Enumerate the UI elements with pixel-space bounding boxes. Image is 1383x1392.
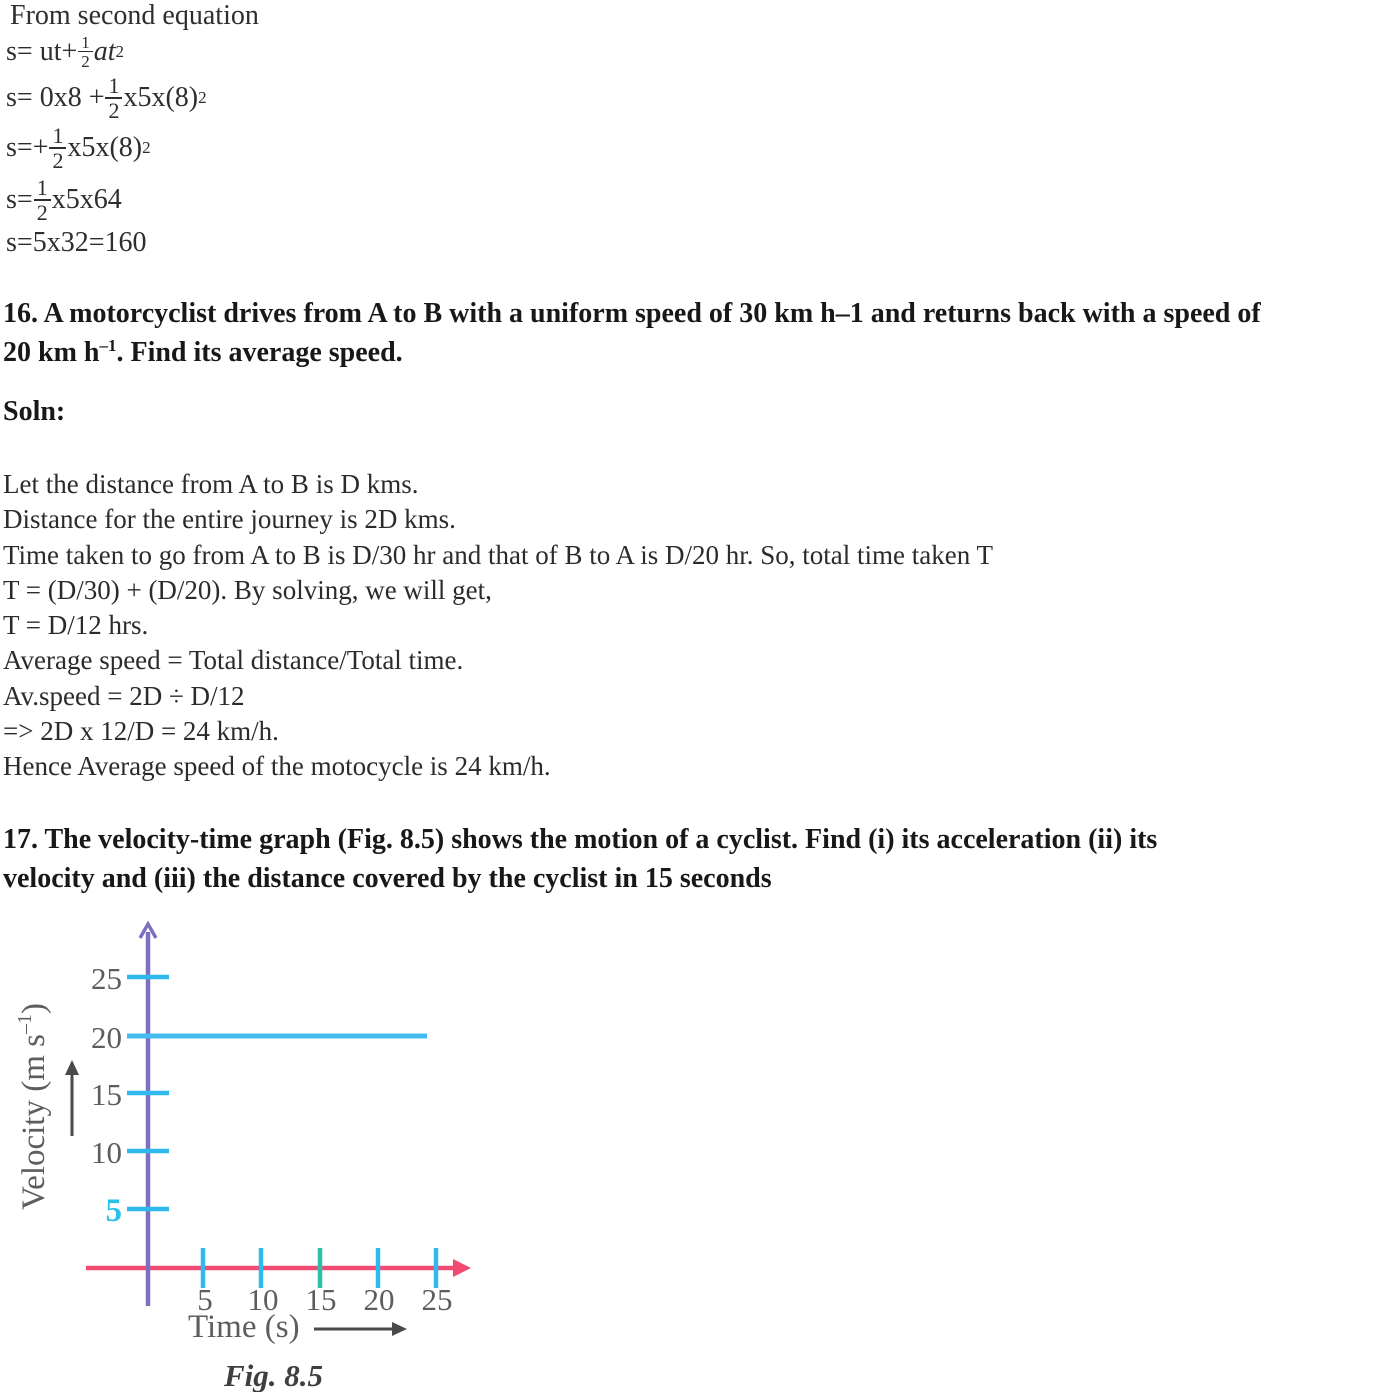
q16-line2-post: . Find its average speed.: [116, 337, 403, 368]
eq1-variable: at: [93, 36, 116, 67]
eq4-denominator: 2: [36, 199, 48, 225]
eq3-numerator: 1: [49, 125, 66, 149]
solution-line: Av.speed = 2D ÷ D/12: [3, 680, 245, 711]
eq2-post: x5x(8): [123, 82, 199, 113]
eq3-post: x5x(8): [67, 132, 143, 163]
eq4-numerator: 1: [34, 177, 51, 201]
eq1-pre: s= ut+: [6, 36, 78, 67]
equation-intro: [6, 1, 259, 31]
x-tick-label-25: 25: [421, 1282, 453, 1317]
eq2-fraction: [105, 72, 122, 123]
eq3-pre: s=+: [6, 132, 49, 163]
eq2-denominator: 2: [108, 97, 120, 123]
question-17-heading: [3, 820, 1383, 898]
figure-caption: Fig. 8.5: [224, 1358, 324, 1392]
question-16-line-1: 16. A motorcyclist drives from A to B with a uniform speed of 30 km h–1 and returns back with a speed of: [3, 298, 1261, 329]
solution-line: => 2D x 12/D = 24 km/h.: [3, 716, 279, 747]
solution-line: Distance for the entire journey is 2D kms.: [3, 504, 456, 535]
eq3-denominator: 2: [52, 147, 64, 173]
solution-line: T = (D/30) + (D/20). By solving, we will get,: [3, 574, 492, 605]
eq1-numerator: 1: [78, 34, 93, 52]
eq4-post: x5x64: [51, 184, 122, 215]
y-tick-label-15: 15: [91, 1077, 122, 1112]
x-tick-label-15: 15: [305, 1282, 337, 1317]
equation-line-2: s= 0x8 + $\frac{1}{2}$ x5x(8) 2: [6, 72, 207, 123]
y-axis-title-pre: Velocity (m s: [16, 1034, 52, 1210]
x-tick-label-10: 10: [247, 1282, 279, 1317]
question-17-line-1: 17. The velocity-time graph (Fig. 8.5) shows the motion of a cyclist. Find (i) its acceleration (ii) its: [3, 824, 1158, 855]
equation-block: [6, 1, 259, 259]
solution-line: Average speed = Total distance/Total time.: [3, 645, 464, 676]
velocity-time-graph: [0, 918, 500, 1392]
eq4-pre: s=: [6, 184, 33, 215]
q16-line2-pre: 20 km h: [3, 337, 100, 368]
y-axis-title: [14, 1003, 52, 1210]
y-tick-label-25: 25: [91, 961, 122, 996]
eq1-fraction: [78, 34, 93, 70]
velocity-direction-arrowhead-icon: [65, 1060, 79, 1075]
question-16-line-2: [3, 333, 1383, 372]
eq4-fraction: [34, 174, 51, 225]
solution-line: T = D/12 hrs.: [3, 610, 149, 641]
solution-line: Hence Average speed of the motocycle is 24 km/h.: [3, 751, 551, 782]
question-16-heading: [3, 294, 1383, 372]
x-axis-title: Time (s): [188, 1309, 300, 1345]
y-axis-title-post: ): [16, 1003, 52, 1015]
equation-line-3: s=+ $\frac{1}{2}$ x5x(8) 2: [6, 122, 151, 173]
solution-line: Let the distance from A to B is D kms.: [3, 469, 419, 499]
solution-text-block: [3, 467, 993, 785]
equation-line-4: [6, 173, 259, 227]
x-axis-arrowhead-icon: [453, 1259, 471, 1277]
eq2-pre: s= 0x8 +: [6, 82, 105, 113]
equation-line-1: s= ut+ $\frac{1}{2}$ at 2: [6, 33, 125, 71]
x-tick-label-20: 20: [363, 1282, 395, 1317]
y-tick-label-5: 5: [105, 1193, 122, 1229]
solution-line: Time taken to go from A to B is D/30 hr and that of B to A is D/20 hr. So, total time taken T: [3, 539, 993, 570]
solution-label: Soln:: [3, 396, 66, 427]
eq3-fraction: [49, 122, 66, 173]
q16-line2-superscript: –1: [99, 336, 117, 355]
eq5-text: s=5x32=160: [6, 227, 147, 258]
eq1-denominator: 2: [81, 52, 90, 71]
eq2-numerator: 1: [105, 75, 122, 99]
equation-line-5: [6, 227, 259, 259]
equation-intro-text: From second equation: [10, 0, 259, 31]
y-axis-title-superscript: –1: [14, 1014, 36, 1035]
x-tick-label-5: 5: [197, 1282, 213, 1317]
time-direction-arrowhead-icon: [392, 1322, 407, 1336]
question-17-line-2: velocity and (iii) the distance covered by the cyclist in 15 seconds: [3, 863, 772, 894]
y-tick-label-20: 20: [91, 1020, 122, 1055]
y-tick-label-10: 10: [91, 1135, 122, 1170]
